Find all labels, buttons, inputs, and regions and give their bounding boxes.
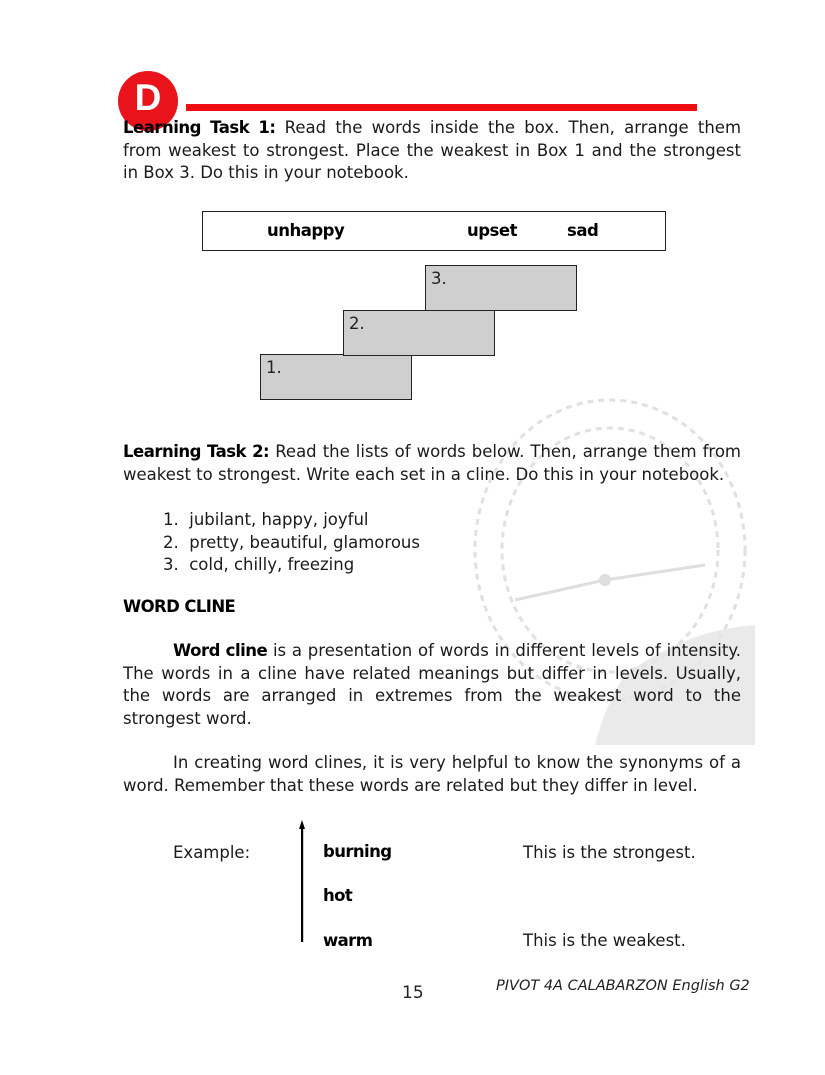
word-cline-tip: [123, 752, 741, 797]
cline-word-weakest: warm: [323, 931, 373, 950]
task2-label: Learning Task 2:: [123, 442, 270, 461]
strongest-note: This is the strongest.: [523, 843, 696, 862]
cline-word-middle: hot: [323, 886, 353, 905]
section-badge: D: [118, 71, 178, 131]
answer-box-label: 3.: [431, 269, 447, 288]
publication-footer: PIVOT 4A CALABARZON English G2: [496, 978, 750, 994]
list-item: 3. cold, chilly, freezing: [163, 555, 355, 574]
word-box-item: upset: [467, 221, 517, 240]
term-word-cline: Word cline: [173, 641, 268, 660]
cline-word-strongest: burning: [323, 842, 392, 861]
list-item: 1. jubilant, happy, joyful: [163, 510, 369, 529]
list-item: 2. pretty, beautiful, glamorous: [163, 532, 420, 552]
task1-label: Learning Task 1:: [123, 118, 276, 137]
task2-text: Read the lists of words below. Then, arrange them from weakest to strongest. Write each set in a cline. Do this in your notebook.: [123, 442, 741, 484]
arrow-up-icon: [299, 820, 305, 942]
word-box: [202, 211, 666, 251]
task1-text: Read the words inside the box. Then, arrange them from weakest to strongest. Place the weakest in Box 1 and the strongest in Box 3. Do this in your notebook.: [123, 118, 742, 182]
section-divider: [186, 104, 697, 111]
word-box-item: sad: [567, 221, 599, 240]
word-cline-definition: [123, 640, 741, 730]
answer-box-label: 1.: [266, 358, 282, 377]
answer-box-2: [343, 310, 495, 356]
task2-instructions: [123, 441, 741, 486]
weakest-note: This is the weakest.: [523, 931, 686, 950]
answer-box-label: 2.: [349, 314, 365, 333]
task1-instructions: [123, 117, 741, 185]
task2-word-list: [163, 509, 420, 577]
definition-text: is a presentation of words in different levels of intensity. The words in a cline have related meanings but differ in levels. Usually, the words are arranged in extremes from the weakest word to the strongest word.: [123, 641, 741, 728]
word-box-item: unhappy: [267, 221, 345, 240]
section-heading: WORD CLINE: [123, 597, 236, 616]
tip-text: In creating word clines, it is very helpful to know the synonyms of a word. Remember that these words are related but they differ in level.: [123, 753, 741, 795]
answer-box-3: [425, 265, 577, 311]
page-number: 15: [402, 983, 424, 1003]
example-label: Example:: [173, 843, 251, 862]
answer-box-1: [260, 354, 412, 400]
